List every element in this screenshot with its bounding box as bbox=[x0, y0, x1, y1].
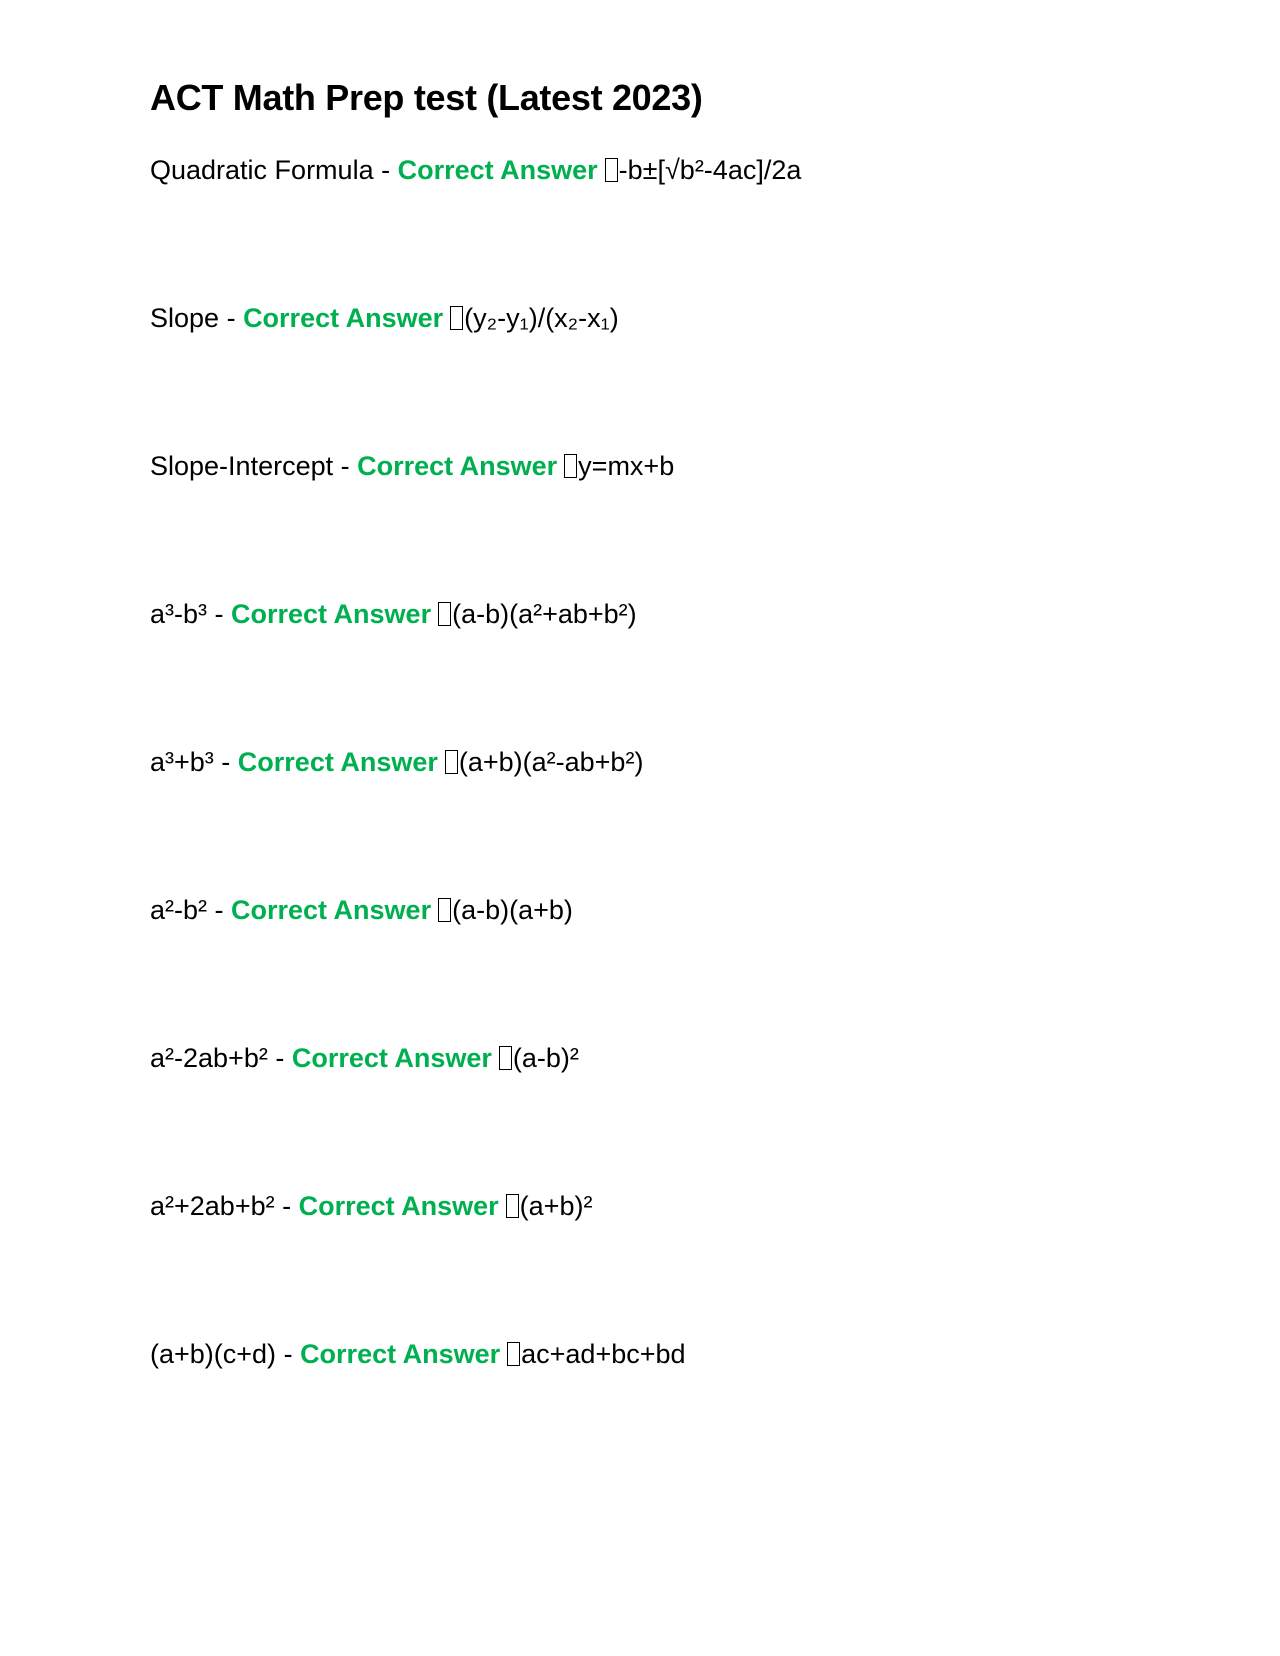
list-item bbox=[150, 1038, 1150, 1186]
answer-text: y=mx+b bbox=[578, 451, 675, 481]
missing-glyph-box-icon bbox=[506, 1194, 519, 1218]
list-item bbox=[150, 1186, 1150, 1334]
question-term: a²-b² bbox=[150, 895, 208, 925]
missing-glyph-box-icon bbox=[605, 158, 618, 182]
answer-text: (a-b)(a+b) bbox=[452, 895, 573, 925]
correct-answer-label: Correct Answer bbox=[231, 895, 432, 925]
answer-text: (a-b)(a²+ab+b²) bbox=[452, 599, 637, 629]
question-term: Slope bbox=[150, 303, 220, 333]
correct-answer-label: Correct Answer bbox=[397, 155, 598, 185]
answer-text: -b±[√b²-4ac]/2a bbox=[618, 155, 802, 185]
list-item bbox=[150, 150, 1150, 298]
list-item bbox=[150, 890, 1150, 1038]
question-term: (a+b)(c+d) bbox=[150, 1339, 277, 1369]
missing-glyph-box-icon bbox=[438, 602, 451, 626]
question-term: a²-2ab+b² bbox=[150, 1043, 268, 1073]
separator: - bbox=[373, 155, 398, 185]
answer-text: (a+b)(a²-ab+b²) bbox=[458, 747, 644, 777]
correct-answer-label: Correct Answer bbox=[300, 1339, 501, 1369]
separator: - bbox=[213, 747, 238, 777]
correct-answer-label: Correct Answer bbox=[243, 303, 444, 333]
answer-text: (y₂-y₁)/(x₂-x₁) bbox=[464, 303, 619, 333]
separator: - bbox=[276, 1339, 301, 1369]
missing-glyph-box-icon bbox=[438, 898, 451, 922]
list-item bbox=[150, 446, 1150, 594]
correct-answer-label: Correct Answer bbox=[231, 599, 432, 629]
answer-text: (a+b)² bbox=[519, 1191, 593, 1221]
correct-answer-label: Correct Answer bbox=[291, 1043, 492, 1073]
separator: - bbox=[219, 303, 244, 333]
list-item bbox=[150, 298, 1150, 446]
qa-list bbox=[150, 150, 1150, 1482]
correct-answer-label: Correct Answer bbox=[298, 1191, 499, 1221]
separator: - bbox=[207, 895, 232, 925]
separator: - bbox=[333, 451, 358, 481]
missing-glyph-box-icon bbox=[499, 1046, 512, 1070]
question-term: a³-b³ bbox=[150, 599, 208, 629]
missing-glyph-box-icon bbox=[445, 750, 458, 774]
question-term: Quadratic Formula bbox=[150, 155, 374, 185]
question-term: a²+2ab+b² bbox=[150, 1191, 275, 1221]
separator: - bbox=[207, 599, 232, 629]
correct-answer-label: Correct Answer bbox=[237, 747, 438, 777]
question-term: a³+b³ bbox=[150, 747, 214, 777]
missing-glyph-box-icon bbox=[507, 1342, 520, 1366]
question-term: Slope-Intercept bbox=[150, 451, 334, 481]
list-item bbox=[150, 1334, 1150, 1482]
separator: - bbox=[274, 1191, 299, 1221]
page-title: ACT Math Prep test (Latest 2023) bbox=[150, 77, 703, 118]
answer-text: (a-b)² bbox=[512, 1043, 579, 1073]
missing-glyph-box-icon bbox=[564, 454, 577, 478]
separator: - bbox=[267, 1043, 292, 1073]
missing-glyph-box-icon bbox=[450, 306, 463, 330]
answer-text: ac+ad+bc+bd bbox=[521, 1339, 686, 1369]
list-item bbox=[150, 594, 1150, 742]
list-item bbox=[150, 742, 1150, 890]
correct-answer-label: Correct Answer bbox=[357, 451, 558, 481]
